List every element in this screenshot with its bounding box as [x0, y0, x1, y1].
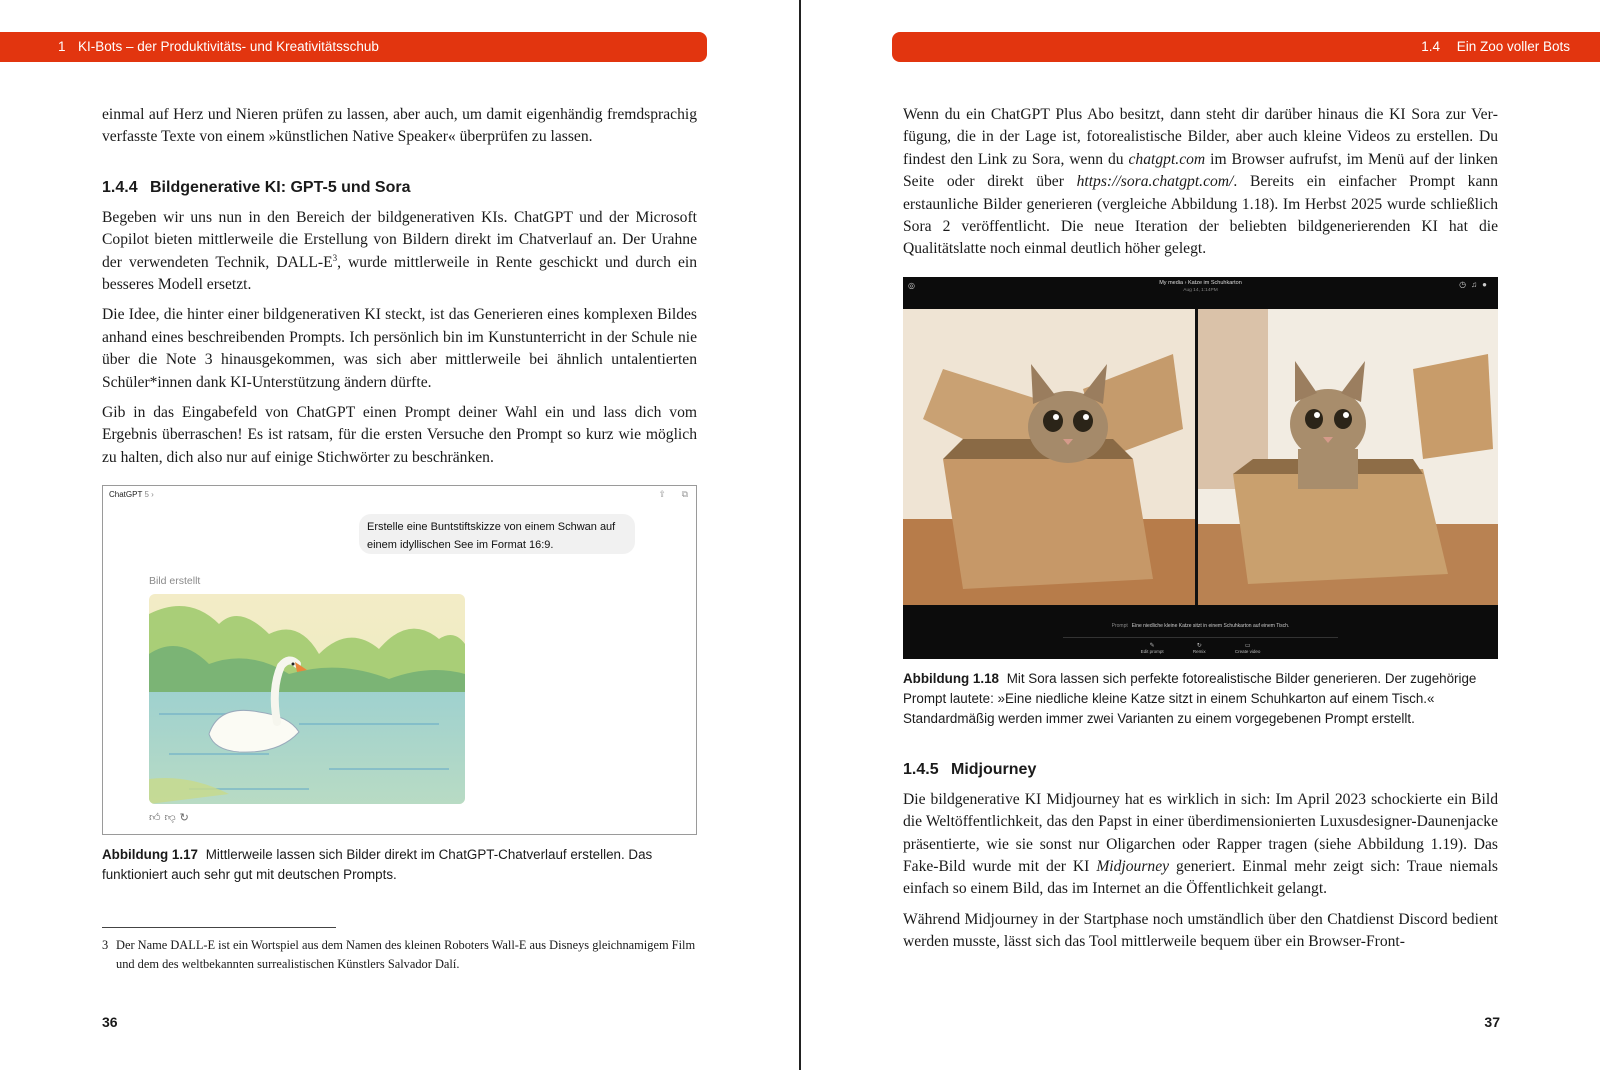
- image-status-label: Bild erstellt: [149, 575, 201, 588]
- prompt-display: [903, 623, 1498, 629]
- text-run: Wenn du ein ChatGPT Plus Abo besitzt, dann steht dir darüber hinaus die KI Sora zur Verfügung, die in der Lage ist, fotorealistische Bilder, aber auch kleine Videos zu erstellen. Du findest den Link zu Sora, wenn du: [903, 106, 1498, 168]
- paragraph: Gib in das Eingabefeld von ChatGPT einen Prompt deiner Wahl ein und lass dich vom Ergebnis überraschen! Es ist ratsam, für die ersten Versuche den Prompt so kurz wie möglich zu halten, dich also nur auf einige Stichwörter zu beschränken.: [102, 404, 697, 466]
- emphasis: Midjourney: [1096, 858, 1170, 876]
- text-run: Die bildgenerative KI Midjourney hat es wirklich in sich: Im April 2023 schockierte ein Bild die Weltöffentlichkeit, das den Papst in einer überdimensionierten Luxusdesigner-Daunenjacke präsentierte, wie sie sonst nur Oligarchen oder Rapper tragen (siehe Abbildung 1.19). Das Fake-Bild wurde mit der KI: [903, 790, 1498, 876]
- prompt-actions: [903, 642, 1498, 654]
- section-number: 1.4: [1421, 39, 1440, 54]
- left-running-header: [0, 32, 707, 62]
- paragraph: Die Idee, die hinter einer bildgenerativen KI steckt, ist das Generieren eines komplexen Bildes anhand eines beschreibenden Prompts. Ich persönlich bin im Kunstunterricht in der Schule nie über die Note 3 hinausgekommen, was sich aber mittlerweile bei ähnlich untalentierten Schüler*innen dank KI-Unterstützung ändern dürfte.: [102, 306, 697, 391]
- message-actions: [149, 811, 193, 824]
- remix-icon: ↻: [1196, 642, 1202, 649]
- edit-prompt-button[interactable]: [1134, 642, 1171, 654]
- page-number-left: 36: [102, 1014, 118, 1030]
- caption-label: Abbildung 1.18: [903, 670, 999, 686]
- model-name: ChatGPT: [109, 490, 143, 500]
- pencil-icon: ✎: [1149, 642, 1155, 649]
- paragraph: [102, 207, 697, 297]
- regenerate-icon[interactable]: ↻: [179, 812, 193, 825]
- create-video-button[interactable]: [1228, 642, 1268, 654]
- paragraph: [903, 789, 1498, 901]
- figure-caption: [903, 669, 1498, 729]
- sora-top-bar: [903, 277, 1498, 309]
- video-icon: ▭: [1244, 642, 1251, 649]
- chatgpt-screenshot-figure: [102, 485, 697, 835]
- remix-button[interactable]: [1186, 642, 1213, 654]
- section-heading-title: Midjourney: [951, 760, 1037, 778]
- sora-logo-icon[interactable]: ◎: [908, 280, 915, 290]
- timestamp: Aug 14, 1:14PM: [1183, 287, 1218, 293]
- right-running-header: [892, 32, 1600, 62]
- paragraph: einmal auf Herz und Nieren prüfen zu lassen, aber auch, um damit eigenhändig fremdsprachig verfasste Texte von einem »künstlichen Native Speaker« überprüfen zu lassen.: [102, 106, 697, 146]
- chapter-number: 1: [58, 39, 66, 54]
- caption-text: Mit Sora lassen sich perfekte fotorealistische Bilder generieren. Der zugehörige Prompt lautete: »Eine niedliche kleine Katze sitzt in einem Schuhkarton auf einem Tisch.« Standardmäßig werden immer zwei Varianten zu einem vorgegebenen Prompt erstellt.: [903, 670, 1477, 726]
- caption-text: Mittlerweile lassen sich Bilder direkt im ChatGPT-Chatverlauf erstellen. Das funktioniert auch sehr gut mit deutschen Prompts.: [102, 847, 653, 883]
- generated-images: [903, 309, 1498, 605]
- section-heading: [102, 177, 697, 199]
- link-text[interactable]: https://sora.chatgpt.com/: [1076, 173, 1234, 191]
- action-label: Create video: [1234, 648, 1261, 654]
- breadcrumb: My media › Katze im Schuhkarton: [1159, 279, 1242, 286]
- swan-drawing-image[interactable]: [149, 594, 465, 804]
- user-message-bubble: Erstelle eine Buntstiftskizze von einem Schwan auf einem idyllischen See im Format 16:9.: [359, 514, 635, 554]
- kitten-image-1[interactable]: [903, 309, 1195, 605]
- sora-screenshot-figure: [903, 277, 1498, 659]
- section-heading: [903, 759, 1498, 781]
- left-page-content: [102, 104, 697, 885]
- text-run: , wurde mittlerweile in Rente geschickt und durch ein besseres Modell ersetzt.: [102, 253, 697, 294]
- divider: [1063, 637, 1338, 638]
- section-heading-number: 1.4.5: [903, 760, 939, 778]
- figure-caption: [102, 845, 697, 885]
- link-text[interactable]: chatgpt.com: [1128, 150, 1206, 168]
- page-number-right: 37: [1484, 1014, 1500, 1030]
- section-title: Ein Zoo voller Bots: [1456, 39, 1570, 54]
- section-heading-number: 1.4.4: [102, 178, 138, 196]
- clock-icon[interactable]: ◷: [1459, 279, 1472, 289]
- bell-icon[interactable]: ♫: [1471, 279, 1483, 289]
- text-run: . Bereits ein einfacher Prompt kann erstaunliche Bilder generieren (vergleiche Abbildung 1.18). Im Herbst 2025 wurde schließlich Sora 2 veröffentlicht. Die neue Iteration der beliebten bildgenerierenden KI hat die Qualitätslatte noch einmal deutlich höher gelegt.: [903, 173, 1498, 258]
- footnote-divider: [102, 927, 336, 928]
- share-icon[interactable]: ⇪: [658, 489, 666, 500]
- text-run: Begeben wir uns nun in den Bereich der bildgenerativen KIs. ChatGPT und der Microsoft Copilot bieten mittlerweile die Erstellung von Bildern direkt im Chatverlauf an. Der Urahne der verwendeten Technik, DALL-E: [102, 208, 697, 271]
- footnote: [102, 936, 697, 973]
- text-run: generiert. Einmal mehr zeigt sich: Traue niemals einfach so einem Bild, das im Internet an die Öffentlichkeit gelangt.: [903, 858, 1498, 898]
- model-version: 5 ›: [144, 490, 154, 500]
- footnote-number: 3: [102, 938, 109, 952]
- paragraph: [903, 104, 1498, 261]
- section-heading-title: Bildgenerative KI: GPT-5 und Sora: [150, 178, 411, 196]
- kitten-image-2[interactable]: [1198, 309, 1498, 605]
- model-selector[interactable]: [109, 490, 154, 499]
- footnote-text: Der Name DALL-E ist ein Wortspiel aus dem Namen des kleinen Roboters Wall-E aus Disneys gleichnamigem Film und dem des weltbekannten surrealistischen Künstlers Salvador Dalí.: [116, 938, 696, 971]
- avatar[interactable]: ●: [1482, 279, 1492, 289]
- thumbs-down-icon[interactable]: 👎︎: [164, 812, 180, 825]
- footnote-ref[interactable]: 3: [332, 252, 338, 263]
- chapter-title: KI-Bots – der Produktivitäts- und Kreativitätsschub: [78, 39, 379, 54]
- action-label: Remix: [1192, 648, 1206, 654]
- caption-label: Abbildung 1.17: [102, 847, 198, 863]
- action-label: Edit prompt: [1140, 648, 1164, 654]
- top-actions: [1459, 280, 1492, 289]
- sora-prompt-bar: [903, 605, 1498, 659]
- paragraph: Während Midjourney in der Startphase noch umständlich über den Chatdienst Discord bedient werden musste, lässt sich das Tool mittlerweile bequem über ein Browser-Front-: [903, 910, 1498, 951]
- prompt-text: Eine niedliche kleine Katze sitzt in einem Schuhkarton auf einem Tisch.: [1131, 622, 1290, 629]
- text-run: im Browser aufrufst, im Menü auf der linken Seite oder direkt über: [903, 150, 1498, 191]
- thumbs-up-icon[interactable]: 👍︎: [149, 812, 165, 825]
- right-page-content: [903, 104, 1498, 962]
- prompt-label: Prompt: [1111, 622, 1128, 629]
- book-spine: [799, 0, 801, 1070]
- new-chat-icon[interactable]: ⧉: [681, 489, 688, 500]
